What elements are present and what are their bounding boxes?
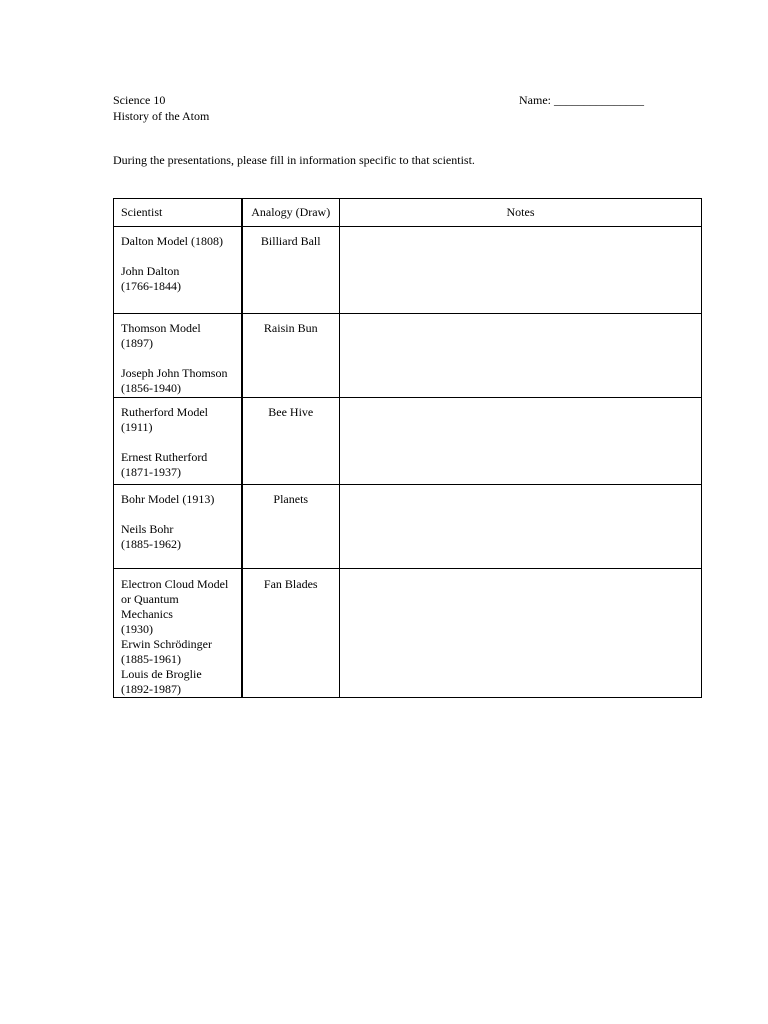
analogy-text: Raisin Bun bbox=[263, 321, 318, 335]
table-header-row bbox=[114, 199, 702, 227]
header-left bbox=[113, 92, 209, 124]
table-row bbox=[114, 569, 702, 698]
scientist-line: Bohr Model (1913) bbox=[121, 492, 215, 506]
analogy-cell bbox=[242, 569, 340, 698]
course-name: Science 10 bbox=[113, 93, 166, 107]
scientist-line: (1911) bbox=[121, 420, 153, 434]
scientist-line: (1885-1961) bbox=[121, 652, 181, 666]
header-notes: Notes bbox=[340, 199, 702, 227]
table-row bbox=[114, 314, 702, 398]
notes-cell[interactable] bbox=[340, 227, 702, 314]
name-field: Name: _______________ bbox=[519, 93, 644, 107]
notes-cell[interactable] bbox=[340, 569, 702, 698]
scientist-line: (1930) bbox=[121, 622, 153, 636]
scientist-cell bbox=[114, 227, 242, 314]
notes-cell[interactable] bbox=[340, 398, 702, 485]
analogy-text: Fan Blades bbox=[263, 577, 318, 591]
scientist-line: (1885-1962) bbox=[121, 537, 181, 551]
instructions-text: During the presentations, please fill in information specific to that scientist. bbox=[113, 153, 475, 167]
table-row bbox=[114, 398, 702, 485]
scientist-line: Thomson Model bbox=[121, 321, 201, 335]
scientist-line: Neils Bohr bbox=[121, 522, 174, 536]
scientist-cell bbox=[114, 398, 242, 485]
scientist-line: Joseph John Thomson bbox=[121, 366, 228, 380]
notes-cell[interactable] bbox=[340, 314, 702, 398]
worksheet-title: History of the Atom bbox=[113, 109, 210, 123]
analogy-cell bbox=[242, 398, 340, 485]
analogy-cell bbox=[242, 314, 340, 398]
scientist-line: (1766-1844) bbox=[121, 279, 181, 293]
analogy-cell bbox=[242, 485, 340, 569]
scientist-line: Ernest Rutherford bbox=[121, 450, 208, 464]
analogy-text: Billiard Ball bbox=[260, 234, 321, 248]
scientist-cell bbox=[114, 485, 242, 569]
header-analogy: Analogy (Draw) bbox=[242, 199, 340, 227]
scientist-line: Electron Cloud Model bbox=[121, 577, 229, 591]
header-scientist: Scientist bbox=[114, 199, 242, 227]
scientist-line: John Dalton bbox=[121, 264, 180, 278]
analogy-text: Planets bbox=[273, 492, 309, 506]
analogy-cell bbox=[242, 227, 340, 314]
analogy-text: Bee Hive bbox=[268, 405, 314, 419]
scientist-line: (1856-1940) bbox=[121, 381, 181, 395]
scientist-line: (1897) bbox=[121, 336, 153, 350]
notes-cell[interactable] bbox=[340, 485, 702, 569]
scientist-line: Erwin Schrödinger bbox=[121, 637, 212, 651]
scientist-line: or Quantum bbox=[121, 592, 179, 606]
scientist-cell bbox=[114, 314, 242, 398]
scientist-table bbox=[113, 198, 702, 698]
scientist-cell bbox=[114, 569, 242, 698]
scientist-line: Mechanics bbox=[121, 607, 173, 621]
scientist-line: Rutherford Model bbox=[121, 405, 208, 419]
scientist-line: (1892-1987) bbox=[121, 682, 181, 696]
table-row bbox=[114, 227, 702, 314]
scientist-line: Louis de Broglie bbox=[121, 667, 202, 681]
scientist-line: (1871-1937) bbox=[121, 465, 181, 479]
scientist-line: Dalton Model (1808) bbox=[121, 234, 223, 248]
table-row bbox=[114, 485, 702, 569]
